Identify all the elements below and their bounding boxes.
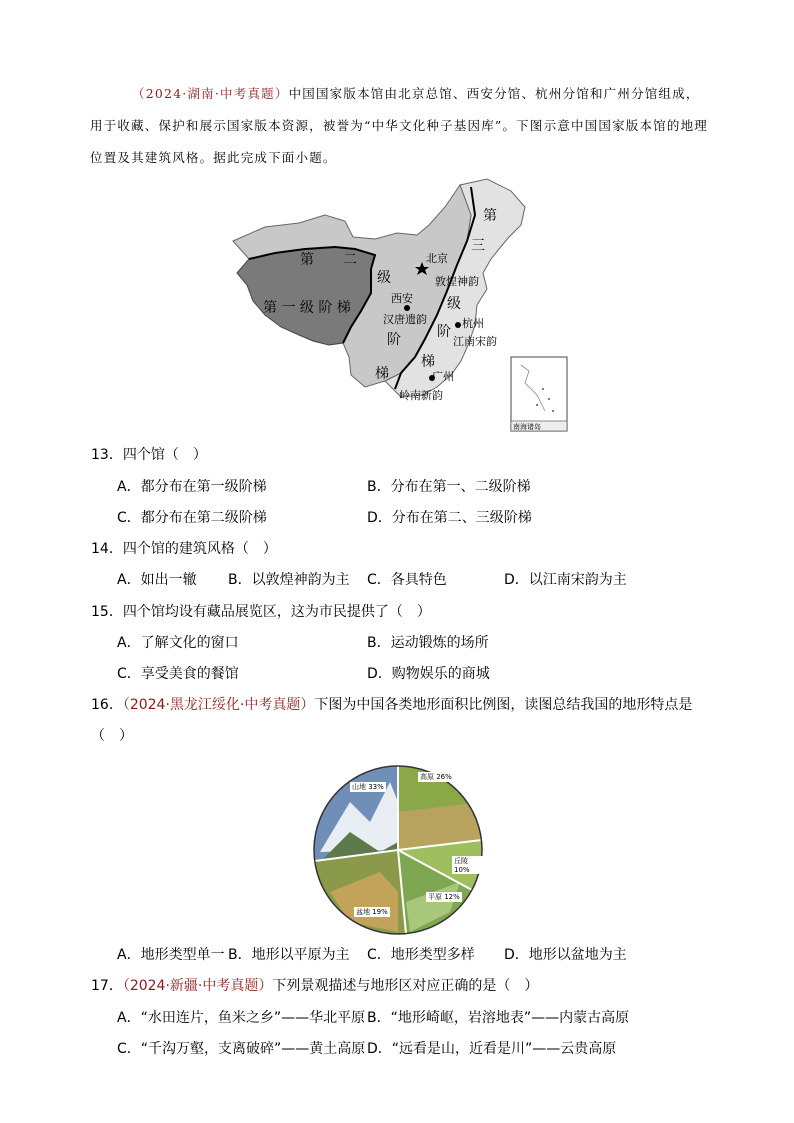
q15-option-d[interactable]: D．购物娱乐的商城	[367, 666, 490, 682]
q15-stem: 15．四个馆均设有藏品展览区，这为市民提供了（ ）	[91, 604, 431, 620]
q15-option-c[interactable]: C．享受美食的餐馆	[117, 666, 239, 682]
xian-label: 西安	[391, 292, 413, 305]
q15-option-b[interactable]: B．运动锻炼的场所	[367, 635, 489, 651]
hangzhou-style: 江南宋韵	[453, 335, 497, 348]
step2-char-1: 第	[300, 252, 314, 268]
pie-label-basin: 盆地 19%	[356, 908, 388, 916]
step2-char-5: 梯	[375, 366, 389, 382]
q13-stem: 13．四个馆（ ）	[91, 447, 207, 463]
q16-number: 16．	[91, 697, 123, 713]
pie-label-mountain: 山地 33%	[352, 783, 384, 791]
q14-option-a[interactable]: A．如出一辙	[117, 572, 197, 588]
beijing-label: 北京	[426, 252, 448, 265]
q13-option-d[interactable]: D．分布在第二、三级阶梯	[367, 510, 532, 526]
intro-paragraph	[90, 78, 712, 174]
q14-option-b[interactable]: B．以敦煌神韵为主	[228, 572, 350, 588]
q13-option-b[interactable]: B．分布在第一、二级阶梯	[367, 479, 531, 495]
pie-label-hill: 丘陵 10%	[452, 856, 486, 874]
guangzhou-style: 岭南新韵	[399, 389, 443, 402]
q16-stem: 下图为中国各类地形面积比例图，读图总结我国的地形特点是	[314, 697, 693, 713]
q15-option-a[interactable]: A．了解文化的窗口	[117, 635, 239, 651]
q17-source: （2024·新疆·中考真题）	[122, 978, 273, 994]
step2-char-4: 阶	[387, 332, 401, 348]
guangzhou-label: 广州	[432, 370, 454, 383]
step3-char-4: 阶	[437, 324, 451, 340]
q16-option-d[interactable]: D．地形以盆地为主	[504, 947, 627, 963]
pie-label-plateau: 高原 26%	[420, 773, 452, 781]
xian-style: 汉唐遗韵	[383, 313, 427, 326]
q17-option-c[interactable]: C．“千沟万壑，支离破碎”——黄土高原	[117, 1041, 366, 1057]
step3-char-2: 三	[471, 238, 485, 254]
hangzhou-label: 杭州	[462, 317, 484, 330]
inset-label: 南海诸岛	[513, 423, 541, 431]
step1-label: 第 一 级 阶 梯	[263, 300, 351, 316]
q17-option-a[interactable]: A．“水田连片，鱼米之乡”——华北平原	[117, 1010, 366, 1026]
q17-option-b[interactable]: B．“地形崎岖，岩溶地表”——内蒙古高原	[367, 1010, 630, 1026]
china-terrain-map	[225, 175, 570, 437]
step3-char-1: 第	[483, 208, 497, 224]
q16-option-b[interactable]: B．地形以平原为主	[228, 947, 350, 963]
q16-source: （2024·黑龙江绥化·中考真题）	[122, 697, 315, 713]
q17-stem-line	[91, 976, 538, 996]
q13-option-c[interactable]: C．都分布在第二级阶梯	[117, 510, 267, 526]
q14-stem: 14．四个馆的建筑风格（ ）	[91, 541, 277, 557]
q14-option-c[interactable]: C．各具特色	[367, 572, 447, 588]
q17-stem: 下列景观描述与地形区对应正确的是（ ）	[272, 978, 539, 994]
step2-char-2: 二	[343, 252, 357, 268]
terrain-pie-chart	[310, 762, 486, 938]
q16-stem-line	[91, 695, 692, 715]
pie-label-plain: 平原 12%	[428, 893, 460, 901]
q17-option-d[interactable]: D．“远看是山，近看是川”——云贵高原	[367, 1041, 617, 1057]
step2-char-3: 级	[377, 270, 391, 286]
intro-source: （2024·湖南·中考真题）	[132, 86, 289, 101]
step3-char-3: 级	[447, 296, 461, 312]
intro-text: 中国国家版本馆由北京总馆、西安分馆、杭州分馆和广州分馆组成，用于收藏、保护和展示国家版本资源，被誉为“中华文化种子基因库”。下图示意中国国家版本馆的地理位置及其建筑风格。据此完成下面小题。	[90, 86, 708, 165]
q16-option-a[interactable]: A．地形类型单一	[117, 947, 225, 963]
beijing-style: 敦煌神韵	[435, 275, 479, 288]
q13-option-a[interactable]: A．都分布在第一级阶梯	[117, 479, 267, 495]
q16-paren: （ ）	[91, 728, 133, 744]
q17-number: 17．	[91, 978, 123, 994]
q16-option-c[interactable]: C．地形类型多样	[367, 947, 475, 963]
q14-option-d[interactable]: D．以江南宋韵为主	[504, 572, 627, 588]
step3-char-5: 梯	[421, 354, 435, 370]
